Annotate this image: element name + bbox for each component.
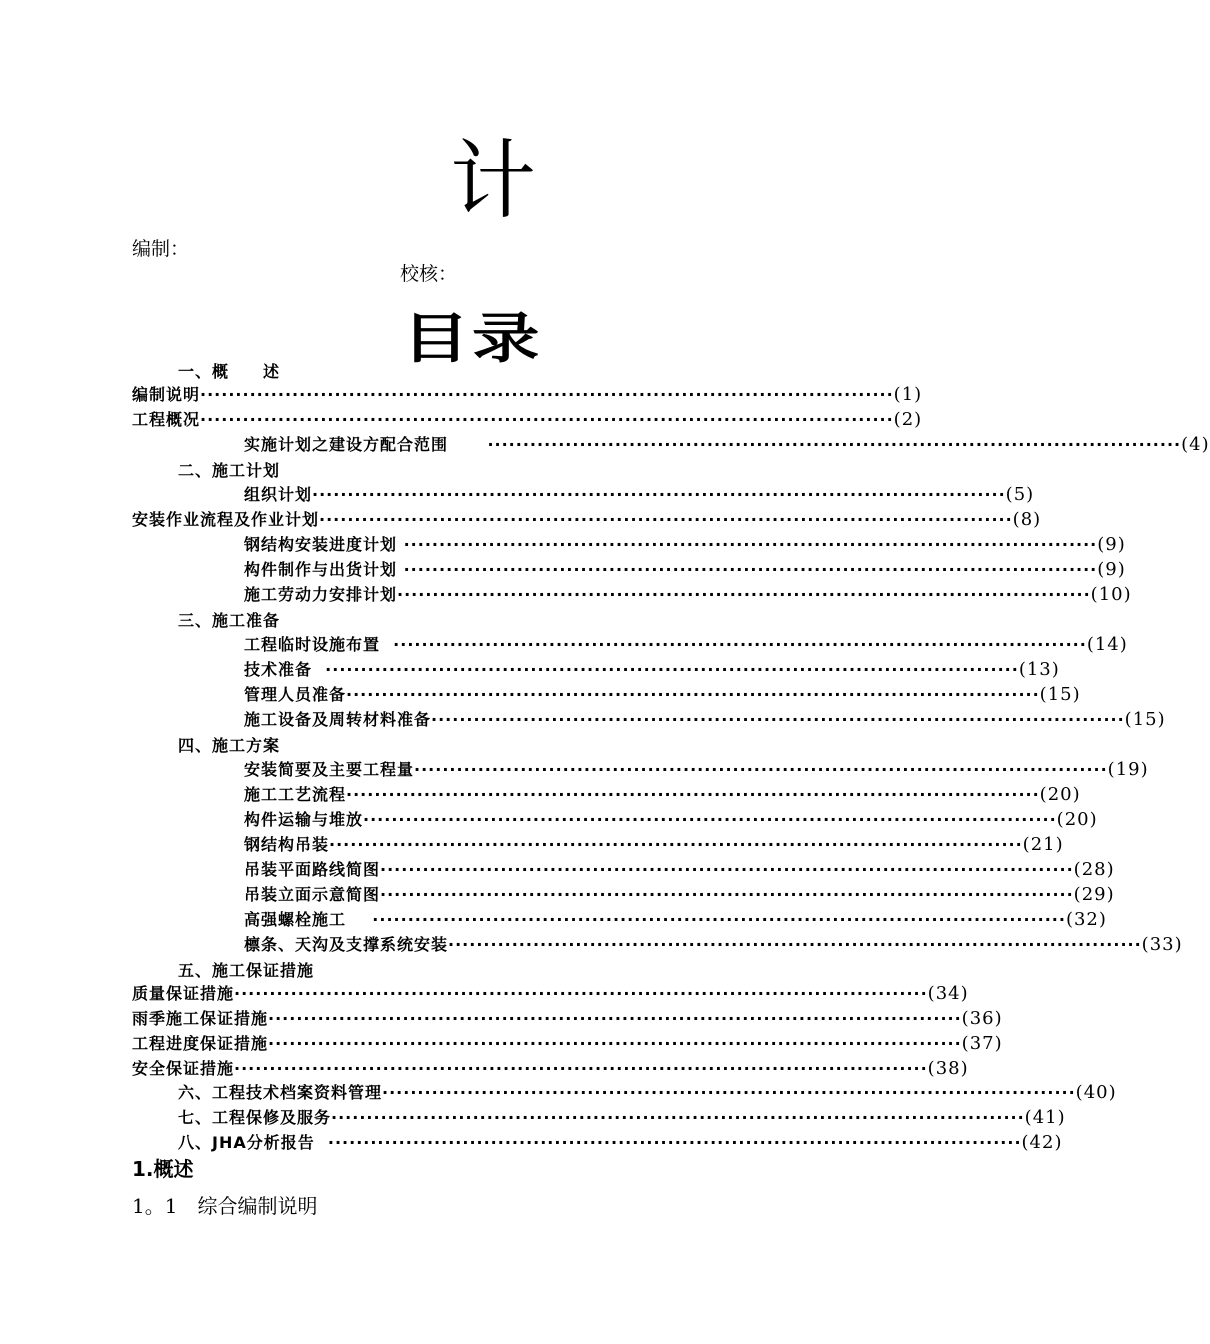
toc-entry[interactable]: 六、工程技术档案资料管理 ·································································································· (40) — [178, 1082, 1117, 1103]
toc-entry[interactable]: 施工设备及周转材料准备 ·································································································· (15) — [244, 709, 1166, 730]
toc-entry[interactable]: 钢结构吊装 ·································································································· (21) — [244, 834, 1064, 855]
checker-label: 校核： — [400, 263, 458, 285]
toc-entry[interactable]: 安装作业流程及作业计划 ·································································································· (8) — [132, 509, 1042, 530]
section-heading: 1.概述 — [132, 1157, 194, 1181]
toc-entry[interactable]: 构件制作与出货计划 ·································································································· (9) — [244, 559, 1126, 580]
toc-entry[interactable]: 实施计划之建设方配合范围 ·································································································· (4) — [244, 434, 1210, 455]
toc-entry[interactable]: 管理人员准备 ·································································································· (15) — [244, 684, 1081, 705]
toc-entry[interactable]: 七、工程保修及服务 ·································································································· (41) — [178, 1107, 1066, 1128]
toc-entry[interactable]: 安全保证措施 ·································································································· (38) — [132, 1058, 969, 1079]
toc-title: 目录 — [402, 307, 542, 370]
toc-entry[interactable]: 吊装平面路线简图 ·································································································· (28) — [244, 859, 1115, 880]
toc-entry[interactable]: 组织计划 ·································································································· (5) — [244, 484, 1035, 505]
toc-entry[interactable]: 工程概况 ·································································································· (2) — [132, 409, 923, 430]
toc-entry[interactable]: 施工劳动力安排计划 ·································································································· (10) — [244, 584, 1132, 605]
toc-entry[interactable]: 八、JHA分析报告 ·································································································· (42) — [178, 1132, 1063, 1153]
toc-entry[interactable]: 编制说明 ·································································································· (1) — [132, 384, 923, 405]
toc-heading: 四、施工方案 — [178, 736, 281, 755]
toc-heading-overview: 一、概 述 — [178, 362, 281, 381]
subsection-heading: 1。1 综合编制说明 — [132, 1194, 318, 1218]
toc-entry[interactable]: 构件运输与堆放 ·································································································· (20) — [244, 809, 1098, 830]
toc-entry[interactable]: 质量保证措施 ·································································································· (34) — [132, 983, 969, 1004]
toc-entry[interactable]: 工程进度保证措施 ·································································································· (37) — [132, 1033, 1003, 1054]
toc-heading: 五、施工保证措施 — [178, 961, 315, 980]
toc-entry[interactable]: 高强螺栓施工 ·································································································· (32) — [244, 909, 1107, 930]
toc-entry[interactable]: 雨季施工保证措施 ·································································································· (36) — [132, 1008, 1003, 1029]
toc-entry[interactable]: 安装简要及主要工程量 ·································································································· (19) — [244, 759, 1149, 780]
toc-heading: 二、施工计划 — [178, 461, 281, 480]
toc-entry[interactable]: 钢结构安装进度计划 ·································································································· (9) — [244, 534, 1126, 555]
toc-entry[interactable]: 工程临时设施布置 ·································································································· (14) — [244, 634, 1128, 655]
compiler-label: 编制： — [132, 238, 190, 260]
cover-title-char: 计 — [450, 131, 536, 231]
toc-entry[interactable]: 檩条、天沟及支撑系统安装 ·································································································· (33) — [244, 934, 1183, 955]
toc-entry[interactable]: 施工工艺流程 ·································································································· (20) — [244, 784, 1081, 805]
toc-entry[interactable]: 吊装立面示意简图 ·································································································· (29) — [244, 884, 1115, 905]
toc-entry[interactable]: 技术准备 ·································································································· (13) — [244, 659, 1060, 680]
toc-heading: 三、施工准备 — [178, 611, 281, 630]
